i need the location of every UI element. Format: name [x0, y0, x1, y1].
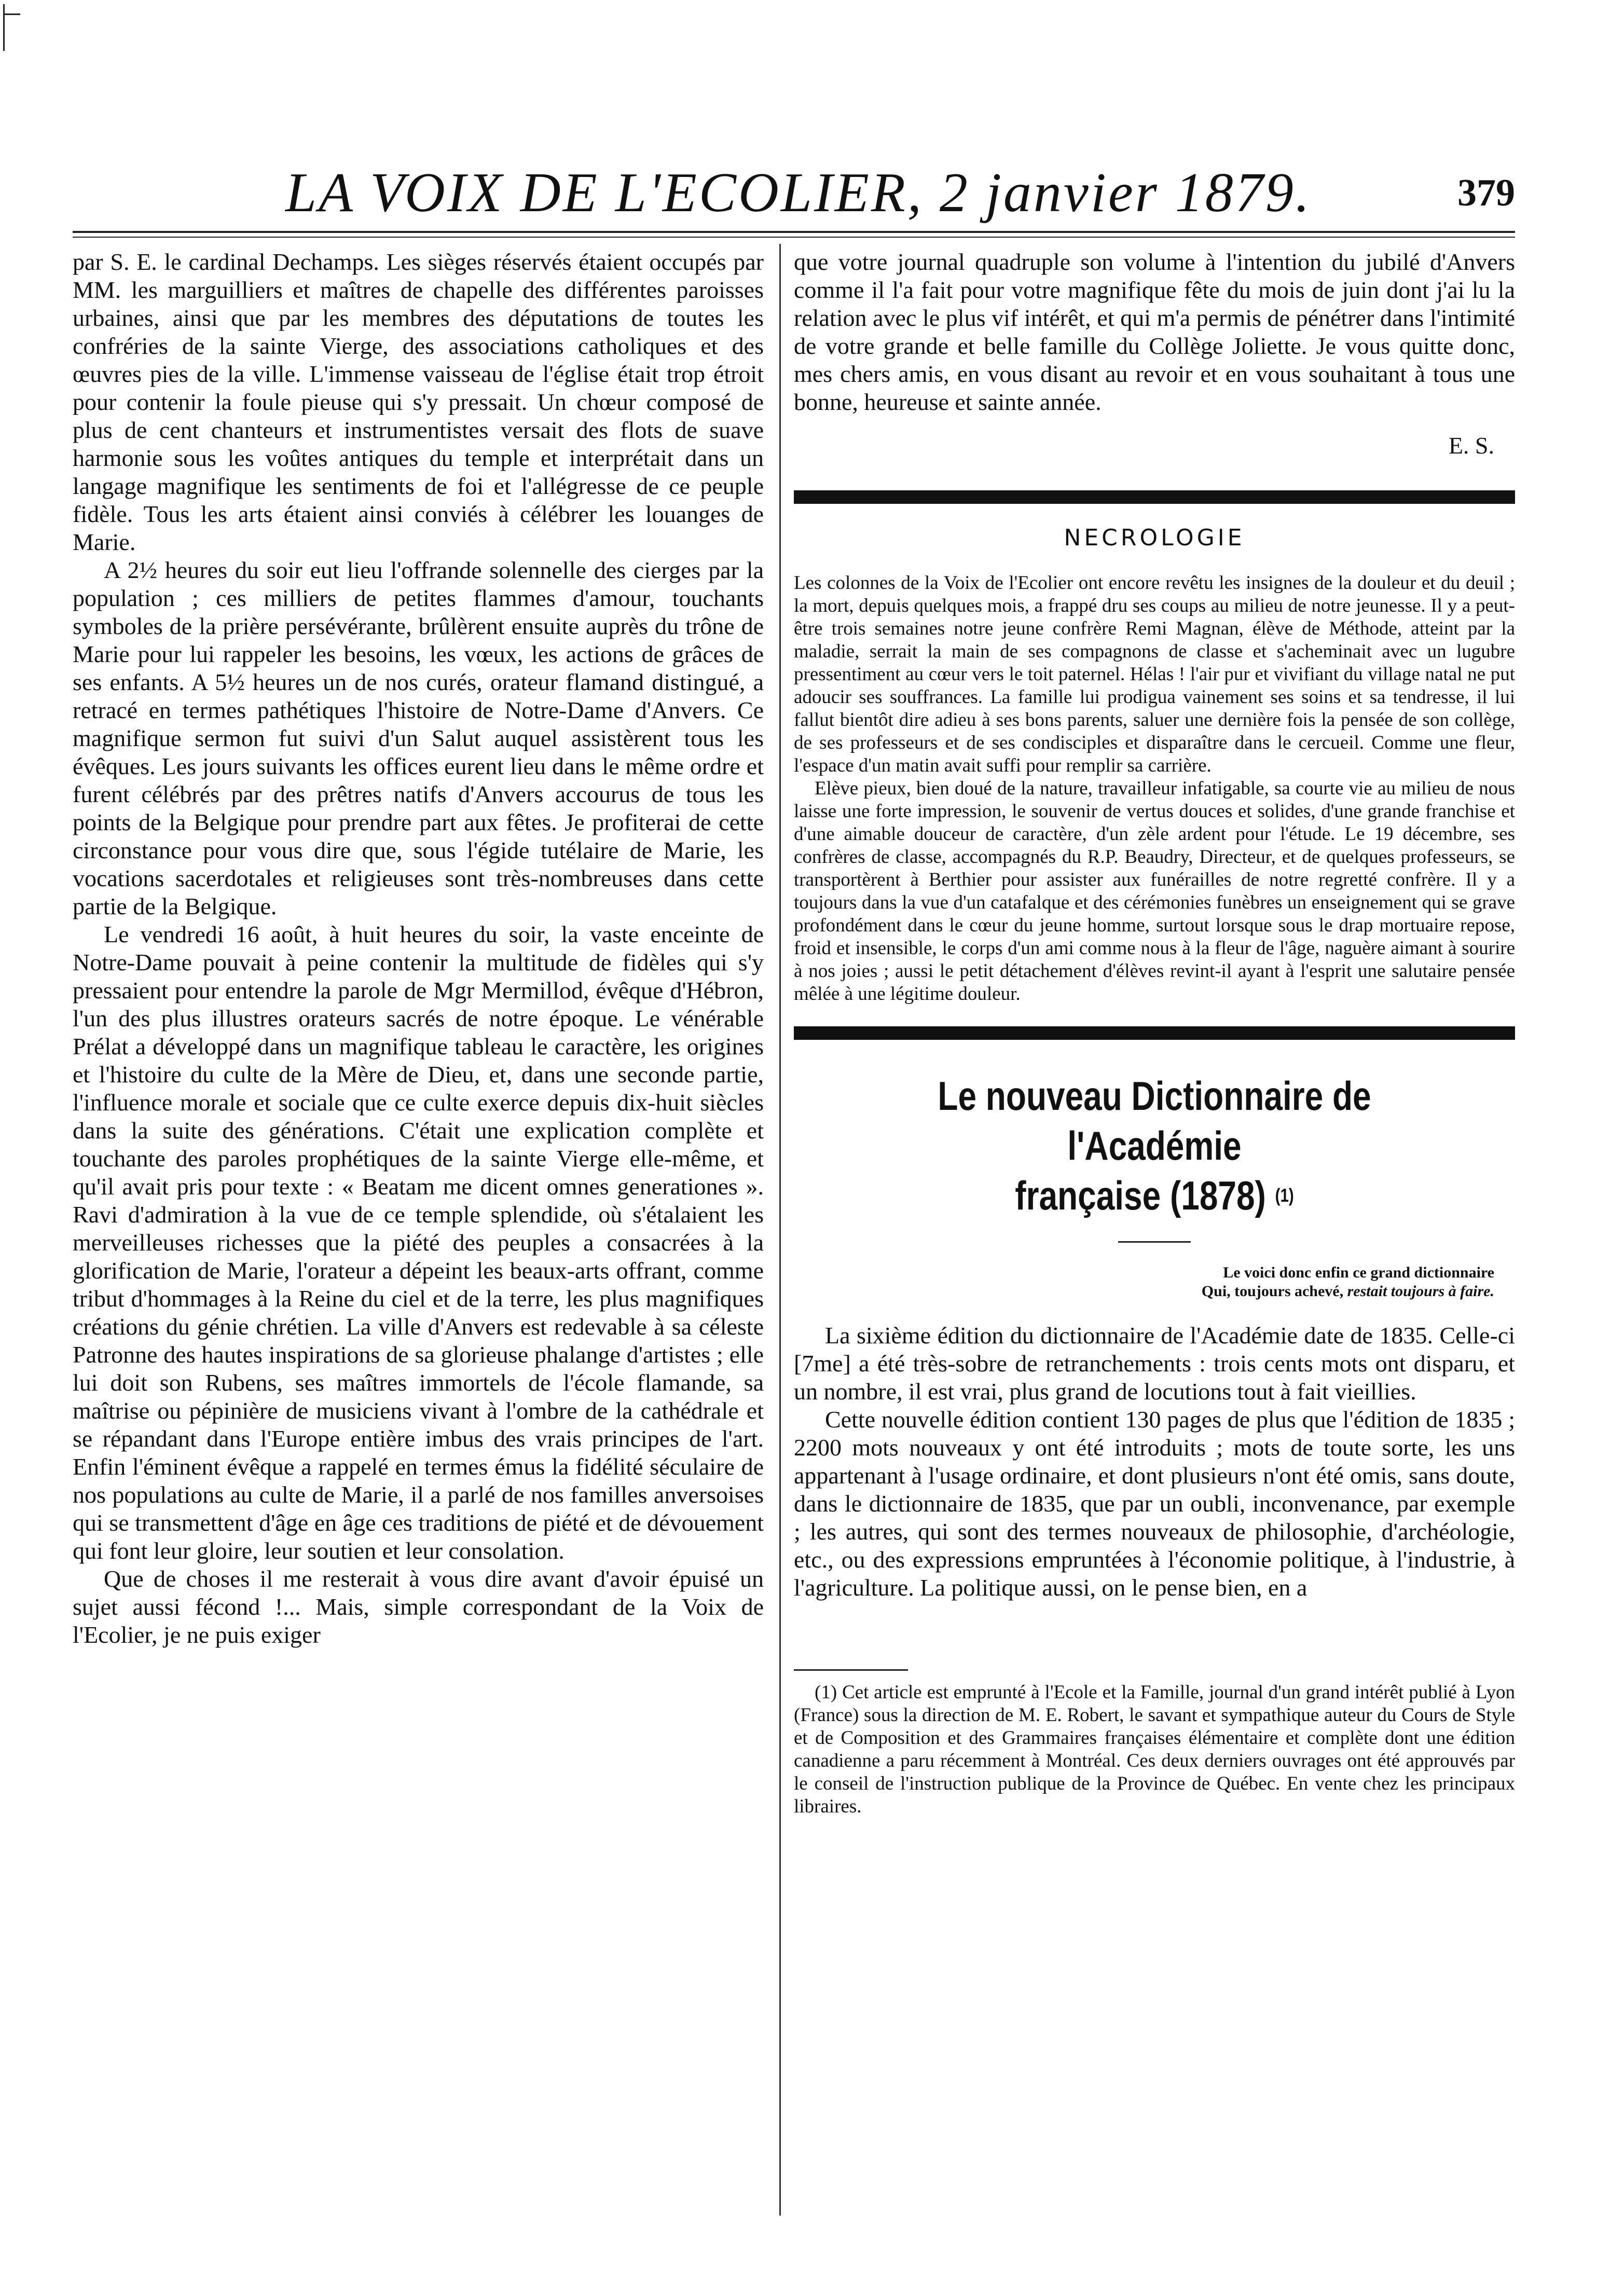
- epigraph-line2-italic: restait toujours à faire.: [1347, 1283, 1494, 1300]
- epigraph-line2: [794, 1282, 1494, 1301]
- section-rule: [794, 1026, 1515, 1040]
- left-paragraph: Le vendredi 16 août, à huit heures du soir, la vaste enceinte de Notre-Dame pouvait à peine contenir la multitude de fidèles qui s'y pressaient pour entendre la parole de Mgr Mermillod, évêque d'Hébron, l'un des plus illustres orateurs sacrés de notre époque. Le vénérable Prélat a développé dans un magnifique tableau le caractère, les origines et l'histoire du culte de la Mère de Dieu, et, dans une seconde partie, l'influence morale et sociale que ce culte exerce depuis dix-huit siècles dans la suite des générations. C'était une explication complète et touchante des paroles prophétiques de la sainte Vierge elle-même, et qu'il avait pris pour texte : « Beatam me dicent omnes generationes ». Ravi d'admiration à la vue de ce temple splendide, où s'étalaient les merveilleuses richesses que la piété des peuples a consacrées à la glorification de Marie, l'orateur a dépeint les beaux-arts offrant, comme tribut d'hommages à la Reine du ciel et de la terre, les plus magnifiques créations du génie chrétien. La ville d'Anvers est redevable à sa céleste Patronne des hautes inspirations de sa glorieuse phalange d'artistes ; elle lui doit son Rubens, ses maîtres immortels de l'école flamande, sa maîtrise ou pépinière de musiciens vivant à l'ombre de la cathédrale et se répandant dans l'Europe entière imbus des vrais principes de l'art. Enfin l'éminent évêque a rappelé en termes émus la fidélité séculaire de nos populations au culte de Marie, il a parlé de nos familles anversoises qui se transmettent d'âge en âge ces traditions de piété et de dévouement qui font leur gloire, leur soutien et leur consolation.: [73, 921, 764, 1564]
- article-body: [794, 1322, 1515, 1602]
- header-rule-thin: [73, 237, 1515, 238]
- epigraph-line2-plain: Qui, toujours achevé,: [1201, 1283, 1347, 1300]
- masthead-title: LA VOIX DE L'ECOLIER, 2 janvier 1879.: [285, 162, 1312, 224]
- left-paragraph: par S. E. le cardinal Dechamps. Les sièges réservés étaient occupés par MM. les marguilliers et maîtres de chapelle des différentes paroisses urbaines, ainsi que par les membres des députations de toutes les confréries de la sainte Vierge, des associations catholiques et des œuvres pies de la ville. L'immense vaisseau de l'église était trop étroit pour contenir la foule pieuse qui s'y pressait. Un chœur composé de plus de cent chanteurs et instrumentistes versait des flots de suave harmonie sous les voûtes antiques du temple et interprétait dans un langage magnifique les sentiments de foi et l'allégresse de ce peuple fidèle. Tous les arts étaient ainsi conviés à célébrer les louanges de Marie.: [73, 249, 764, 555]
- epigraph-line1: Le voici donc enfin ce grand dictionnaire: [1223, 1264, 1494, 1281]
- left-column: [73, 248, 764, 1649]
- title-rule: [1118, 1241, 1191, 1243]
- left-paragraph: Que de choses il me resterait à vous dire avant d'avoir épuisé un sujet aussi fécond !... Mais, simple correspondant de la Voix de l'Ecolier, je ne puis exiger: [73, 1565, 764, 1648]
- continuation-paragraph: que votre journal quadruple son volume à l'intention du jubilé d'Anvers comme il l'a fait pour votre magnifique fête du mois de juin dont j'ai lu la relation avec le plus vif intérêt, et qui m'a permis de pénétrer dans l'intimité de votre grande et belle famille du Collège Joliette. Je vous quitte donc, mes chers amis, en vous disant au revoir et en vous souhaitant à tous une bonne, heureuse et sainte année.: [794, 249, 1515, 415]
- necrologie-paragraph: Les colonnes de la Voix de l'Ecolier ont encore revêtu les insignes de la douleur et du deuil ; la mort, depuis quelques mois, a frappé dru ses coups au milieu de notre jeunesse. Il y a peut-être trois semaines notre jeune confrère Remi Magnan, élève de Méthode, atteint par la maladie, serrait la main de ses compagnons de classe et s'acheminait avec un lugubre pressentiment au cœur vers le toit paternel. Hélas ! l'air pur et vivifiant du village natal ne put adoucir ses souffrances. La famille lui prodigua vainement ses soins et sa tendresse, il lui fallut bientôt dire adieu à ses bons parents, saluer une dernière fois la pensée de son collège, de ses professeurs et de ses condisciples et disparaître dans le cercueil. Comme une fleur, l'espace d'un matin avait suffi pour remplir sa carrière.: [794, 572, 1515, 776]
- left-paragraph: A 2½ heures du soir eut lieu l'offrande solennelle des cierges par la population ; ces milliers de petites flammes d'amour, touchants symboles de la prière persévérante, brûlèrent ensuite auprès du trône de Marie pour lui rappeler les besoins, les vœux, les actions de grâces de ses enfants. A 5½ heures un de nos curés, orateur flamand distingué, a retracé en termes pathétiques l'histoire de Notre-Dame d'Anvers. Ce magnifique sermon fut suivi d'un Salut auquel assistèrent tous les évêques. Les jours suivants les offices eurent lieu dans le même ordre et furent célébrés par des prêtres natifs d'Anvers accourus de tous les points de la Belgique pour prendre part aux fêtes. Je profiterai de cette circonstance pour vous dire que, sous l'égide tutélaire de Marie, les vocations sacerdotales et religieuses sont très-nombreuses dans cette partie de la Belgique.: [73, 557, 764, 919]
- letter-continuation: [794, 248, 1515, 416]
- article-title-line1: Le nouveau Dictionnaire de l'Académie: [938, 1073, 1371, 1169]
- page-number: 379: [1457, 172, 1515, 214]
- footnote-rule: [794, 1669, 908, 1671]
- necrologie-paragraph: Elève pieux, bien doué de la nature, travailleur infatigable, sa courte vie au milieu de nous laisse une forte impression, le souvenir de vertus douces et solides, d'une grande franchise et d'une aimable douceur de caractère, d'un zèle ardent pour l'étude. Le 19 décembre, ses confrères de classe, accompagnés du R.P. Beaudry, Directeur, et de quelques professeurs, se transportèrent à Berthier pour assister aux funérailles de notre regretté confrère. Il y a toujours dans la vue d'un catafalque et des cérémonies funèbres un enseignement qui se grave profondément dans le cœur du jeune homme, surtout lorsque sous le drap mortuaire repose, froid et insensible, le corps d'un ami comme nous à la fleur de l'âge, naguère aimant à sourire à nos joies ; aussi le petit détachement d'élèves revint-il ayant à l'esprit une salutaire pensée mêlée à une légitime douleur.: [794, 778, 1515, 1005]
- article-paragraph: La sixième édition du dictionnaire de l'Académie date de 1835. Celle-ci [7me] a été très-sobre de retranchements : trois cents mots ont disparu, et un nombre, il est vrai, plus grand de locutions tout à fait vieillies.: [794, 1322, 1515, 1405]
- corner-mark: [3, 4, 16, 51]
- signature: E. S.: [1448, 432, 1494, 459]
- section-rule: [794, 490, 1515, 504]
- footnote-marker: (1): [1275, 1185, 1294, 1206]
- masthead: [73, 161, 1515, 233]
- article-title: [859, 1071, 1450, 1220]
- epigraph: [794, 1263, 1494, 1301]
- header-rule: [73, 231, 1515, 233]
- right-column: [794, 248, 1515, 1818]
- footnote: (1) Cet article est emprunté à l'Ecole et la Famille, journal d'un grand intérêt publié à Lyon (France) sous la direction de M. E. Robert, le savant et sympathique auteur du Cours de Style et de Composition et des Grammaires françaises élémentaire et complète dont une édition canadienne a paru récemment à Montréal. Ces deux derniers ouvrages ont été approuvés par le conseil de l'instruction publique de la Province de Québec. En vente chez les principaux libraires.: [794, 1682, 1515, 1817]
- necrologie-heading: NECROLOGIE: [1064, 525, 1245, 551]
- necrologie-body: [794, 572, 1515, 1006]
- article-title-line2: française (1878): [1015, 1173, 1266, 1218]
- article-paragraph: Cette nouvelle édition contient 130 pages de plus que l'édition de 1835 ; 2200 mots nouveaux y ont été introduits ; mots de toute sorte, les uns appartenant à l'usage ordinaire, et dont plusieurs n'ont été omis, sans doute, dans le dictionnaire de 1835, que par un oubli, inconvenance, par exemple ; les autres, qui sont des termes nouveaux de philosophie, d'archéologie, etc., ou des expressions empruntées à l'économie politique, à l'industrie, à l'agriculture. La politique aussi, on le pense bien, en a: [794, 1406, 1515, 1601]
- column-divider: [779, 244, 781, 2216]
- article-title-line2-wrap: [859, 1171, 1450, 1220]
